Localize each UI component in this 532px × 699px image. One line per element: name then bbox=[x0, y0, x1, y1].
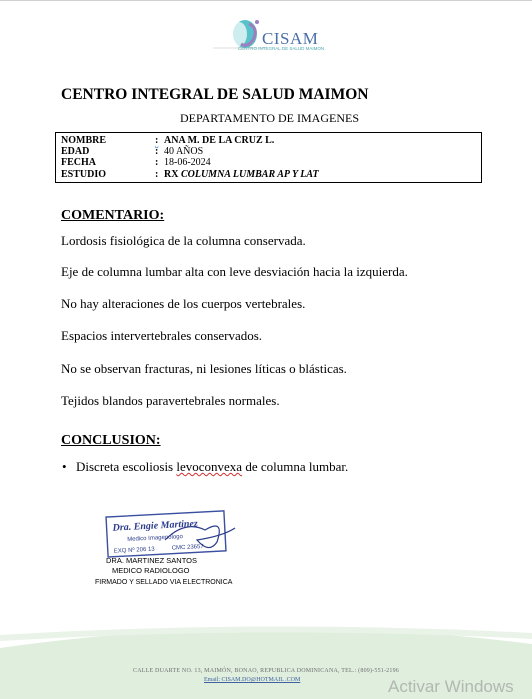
logo-wordmark: CISAM bbox=[262, 29, 319, 48]
stamp-exq: EXQ Nº 206 13 bbox=[113, 546, 155, 555]
email-prefix: Email: bbox=[204, 677, 220, 683]
info-separator: : bbox=[155, 169, 159, 180]
info-label: ESTUDIO bbox=[61, 169, 107, 180]
comment-line: Lordosis fisiológica de la columna conservada. bbox=[61, 233, 306, 248]
conclusion-text-b: de columna lumbar. bbox=[242, 459, 349, 474]
logo-subtitle: CENTRO INTEGRAL DE SALUD MAIMON bbox=[238, 46, 325, 51]
stamp-cmd: CMC 23657 bbox=[171, 543, 204, 552]
doctor-stamp bbox=[105, 510, 245, 558]
doctor-title: MEDICO RADIOLOGO bbox=[112, 566, 190, 575]
bullet-icon: • bbox=[62, 459, 67, 474]
stamp-role: Medico Imagenologo bbox=[127, 534, 184, 543]
info-separator: : bbox=[155, 157, 159, 168]
patient-info-box bbox=[55, 132, 482, 183]
info-separator: : bbox=[155, 135, 159, 146]
comment-line: Tejidos blandos paravertebrales normales. bbox=[61, 393, 280, 408]
info-label: FECHA bbox=[61, 157, 96, 168]
windows-activation-watermark: Activar Windows bbox=[388, 677, 514, 696]
info-label: EDAD bbox=[61, 146, 90, 157]
comment-line: No se observan fracturas, ni lesiones líticas o blásticas. bbox=[61, 361, 347, 376]
patient-name: ANA M. DE LA CRUZ L. bbox=[164, 135, 275, 146]
comment-line: Espacios intervertebrales conservados. bbox=[61, 328, 263, 343]
comentario-heading: COMENTARIO: bbox=[61, 208, 165, 223]
conclusion-heading: CONCLUSION: bbox=[61, 433, 161, 448]
conclusion-text-a: Discreta escoliosis bbox=[76, 459, 177, 474]
footer-address: CALLE DUARTE NO. 13, MAIMÓN, BONAO, REPUBLICA DOMINICANA, TEL.: (809)-551-2196 bbox=[133, 668, 399, 674]
study-date: 18-06-2024 bbox=[164, 157, 211, 168]
comment-line: No hay alteraciones de los cuerpos vertebrales. bbox=[61, 296, 306, 311]
conclusion-item bbox=[62, 459, 349, 475]
signature-note: FIRMADO Y SELLADO VIA ELECTRONICA bbox=[95, 579, 233, 586]
conclusion-flagged-word: levoconvexa bbox=[176, 459, 243, 474]
patient-age: 40 AÑOS bbox=[164, 146, 204, 157]
page-title: CENTRO INTEGRAL DE SALUD MAIMON bbox=[61, 86, 369, 103]
email-address: CISAM.DO@HOTMAIL .COM bbox=[221, 677, 301, 683]
comment-line: Eje de columna lumbar alta con leve desviación hacia la izquierda. bbox=[61, 264, 408, 279]
study-description: COLUMNA LUMBAR AP Y LAT bbox=[180, 169, 319, 180]
info-separator: : bbox=[155, 146, 159, 157]
footer-email[interactable] bbox=[204, 677, 300, 683]
page-top-border bbox=[0, 0, 532, 4]
department-title: DEPARTAMENTO DE IMAGENES bbox=[180, 111, 359, 125]
stamp-name: Dra. Engie Martinez bbox=[112, 518, 199, 534]
study-name bbox=[164, 169, 319, 180]
doctor-name: DRA. MARTINEZ SANTOS bbox=[106, 556, 197, 565]
study-prefix: RX bbox=[164, 169, 179, 180]
info-label: NOMBRE bbox=[61, 135, 106, 146]
